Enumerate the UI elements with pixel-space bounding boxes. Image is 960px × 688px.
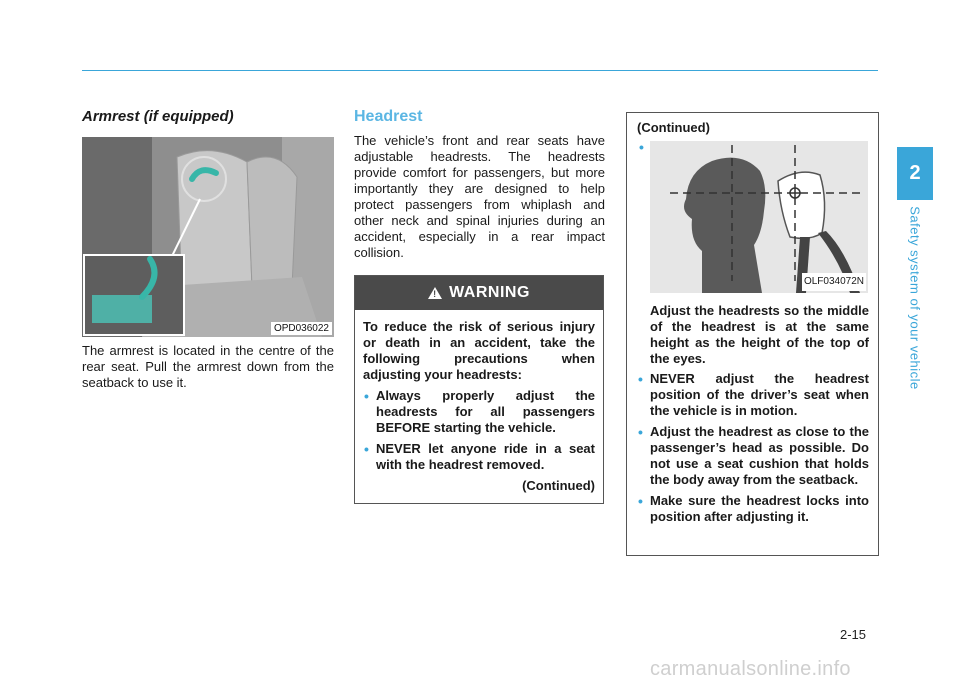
continued-item: • NEVER adjust the headrest position of the driver’s seat when the vehicle is in motion. xyxy=(637,371,869,419)
warning-triangle-icon: ! xyxy=(428,287,442,299)
continued-first-item: Adjust the headrests so the middle of the headrest is at the same height as the height of the top of the eyes. xyxy=(650,303,869,366)
headrest-image-caption: OLF034072N xyxy=(802,273,866,291)
armrest-image-caption: OPD036022 xyxy=(271,322,332,335)
headrest-heading: Headrest xyxy=(354,108,423,125)
warning-list xyxy=(363,388,595,473)
warning-body xyxy=(355,310,603,494)
continued-item: • Adjust the headrest as close to the passenger’s head as possible. Do not use a seat cushion that holds the body away from the seatback. xyxy=(637,424,869,488)
bullet-icon: • xyxy=(639,139,644,155)
armrest-text: The armrest is located in the centre of the rear seat. Pull the armrest down from the seatback to use it. xyxy=(82,343,334,390)
armrest-photo xyxy=(82,137,334,337)
warning-intro: To reduce the risk of serious injury or death in an accident, take the following precautions when adjusting your headrests: xyxy=(363,319,595,382)
page-number: 2-15 xyxy=(840,627,867,642)
top-rule xyxy=(82,70,878,71)
chapter-label: Safety system of your vehicle xyxy=(907,206,923,390)
armrest-heading: Armrest (if equipped) xyxy=(82,108,234,125)
continued-list xyxy=(637,371,869,525)
footer-watermark: carmanualsonline.info xyxy=(650,658,851,680)
headrest-diagram xyxy=(650,141,868,293)
continued-item: • Make sure the headrest locks into position after adjusting it. xyxy=(637,493,869,525)
warning-item: • NEVER let anyone ride in a seat with the headrest removed. xyxy=(363,441,595,473)
warning-item: • Always properly adjust the headrests for all passengers BEFORE starting the vehicle. xyxy=(363,388,595,436)
continued-body xyxy=(637,303,869,530)
warning-label: WARNING xyxy=(449,284,530,301)
headrest-text: The vehicle’s front and rear seats have adjustable headrests. The headrests provide comfort for passengers, but more importantly they are designed to help protect passengers from whiplash and other neck and spinal injuries during an accident, especially in a rear impact collision. xyxy=(354,133,605,260)
warning-header xyxy=(355,276,603,310)
warning-box xyxy=(354,275,604,504)
warning-continued: (Continued) xyxy=(522,478,595,493)
continued-title: (Continued) xyxy=(637,120,710,135)
headrest-diagram-illustration xyxy=(650,141,868,293)
continued-box xyxy=(626,112,879,556)
armrest-photo-illustration xyxy=(82,137,334,337)
chapter-tab: 2 xyxy=(897,147,933,200)
